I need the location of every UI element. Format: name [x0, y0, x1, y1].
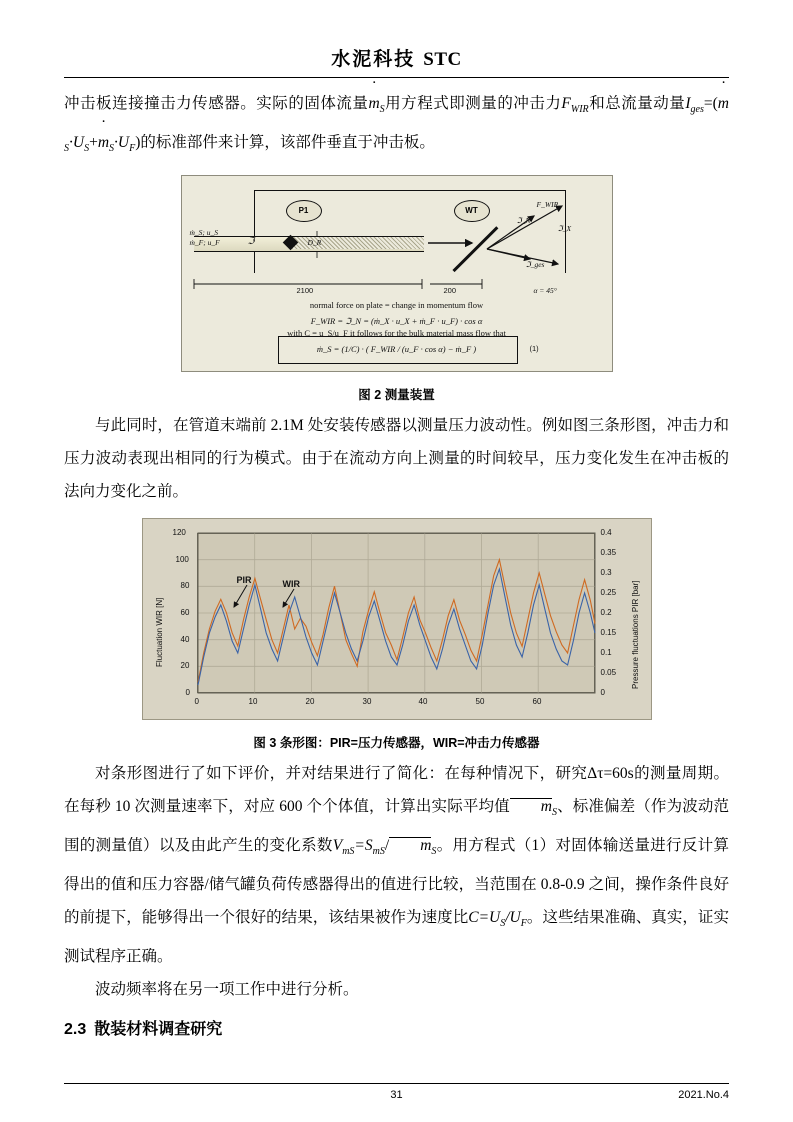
page-number: 31 — [390, 1089, 403, 1101]
p3-c-ratio-sub2: F — [520, 918, 527, 930]
p1-ms2-symbol: m · — [718, 87, 729, 120]
section-title: 散装材料调查研究 — [94, 1021, 223, 1039]
p1-fwir-symbol: F — [561, 95, 571, 112]
chart-ytick-40: 40 — [180, 635, 190, 645]
journal-title-en: STC — [423, 49, 462, 70]
section-number: 2.3 — [64, 1021, 87, 1039]
figure-3-chart — [142, 518, 652, 720]
p3-v-sub: mS — [342, 846, 355, 858]
fig2-sensor-wt: WT — [454, 200, 490, 222]
fig2-sensor-p1: P1 — [286, 200, 322, 222]
chart-xtick-0: 0 — [194, 697, 199, 707]
p1-us-symbol: ·U — [69, 134, 85, 152]
paragraph-1 — [64, 87, 729, 165]
p1-plus: + — [89, 134, 98, 152]
fig2-label-3x: ℑ_X — [557, 224, 572, 234]
p1-ms-symbol: m · — [368, 87, 379, 120]
figure-2-image — [181, 175, 613, 372]
p1-text-e: =( — [703, 95, 718, 112]
p1-uf-symbol: ·U — [114, 134, 130, 152]
paragraph-4: 波动频率将在另一项工作中进行分析。 — [95, 981, 359, 999]
chart-ytick-0: 0 — [185, 688, 190, 698]
p3-v-symbol: V — [332, 837, 343, 855]
p1-ms3-sub: S — [109, 143, 115, 155]
journal-title-cn: 水泥科技 — [331, 49, 416, 70]
p3-slash: / — [384, 837, 390, 855]
fig2-label-alpha: α = 45° — [533, 286, 557, 296]
chart-xtick-60: 60 — [532, 697, 542, 707]
paragraph-2: 与此同时，在管道末端前 2.1M 处安装传感器以测量压力波动性。例如图三条形图，冲击力和压力波动表现出相同的行为模式。由于在流动方向上测量的时间较早，压力变化发生在冲击板的法向力变化之前。 — [64, 417, 729, 501]
p3-text-b: 、标准偏差（作为波动范围的测量值）以及由此产生的变化系数 — [64, 798, 729, 855]
p3-ms-bar: m — [510, 798, 552, 815]
p3-s-sub: mS — [372, 846, 385, 858]
p3-text-a: 对条形图进行了如下评价，并对结果进行了简化：在每种情况下，研究Δτ=60s的测量周期。在每秒 10 次测量速率下，对应 600 个个体值，计算出实际平均值 — [64, 765, 729, 816]
chart-xtick-40: 40 — [418, 697, 428, 707]
fig2-equation-note: with C = u_S/u_F it follows for the bulk material mass flow that — [287, 328, 506, 339]
chart-y2tick-0.25: 0.25 — [600, 588, 617, 598]
chart-y2tick-0.2: 0.2 — [600, 608, 612, 618]
chart-y2tick-0.1: 0.1 — [600, 648, 612, 658]
fig2-dim-200: 200 — [443, 286, 457, 296]
p1-text-a: 冲击板连接撞击力传感器。实际的固体流量 — [64, 95, 369, 112]
p1-text-d: 量动量 — [637, 95, 686, 112]
p3-text-f: 。用方程式（1）对固体输送量进行反计算得出的值和压力容器/储气罐负荷传感器得出的值进行比较，当范围在 0.8-0.9 之间，操作条件良好的前提下，能够得出一个很好的结果，该结果被作为速度比 — [64, 837, 729, 927]
paragraph-3 — [64, 757, 729, 973]
header-divider — [64, 77, 729, 78]
fig2-label-ms-us: ṁ_S; u_S — [189, 228, 219, 238]
fig2-label-3n: ℑ_N — [516, 216, 531, 226]
chart-ytick-80: 80 — [180, 581, 190, 591]
chart-y2tick-0: 0 — [600, 688, 605, 698]
p1-text-b: 用方程式即测量的冲击力 — [384, 95, 562, 112]
fig2-equation-3: ṁ_S = (1/C) · ( F_WIR / (u_F · cos α) − ṁ_F ) — [316, 344, 477, 355]
chart-ytick-100: 100 — [175, 555, 189, 565]
figure-2-caption: 图 2 测量装置 — [358, 388, 435, 403]
chart-xtick-20: 20 — [305, 697, 315, 707]
chart-xtick-50: 50 — [475, 697, 485, 707]
p1-text-f: )的标准部件来计算，该部件垂直于冲击板。 — [135, 134, 435, 152]
chart-y-axis-label-left: Fluctuation WIR [N] — [154, 597, 164, 668]
p1-us-sub: S — [84, 143, 90, 155]
body-content — [0, 87, 793, 1039]
chart-y-axis-label-right: Pressure fluctuations PIR [bar] — [630, 580, 640, 690]
p1-iges-symbol: I — [685, 95, 691, 112]
p1-ms3-symbol: m · — [98, 126, 109, 159]
figure-2-container — [64, 175, 729, 377]
fig2-dim-2100: 2100 — [296, 286, 314, 296]
p1-fwir-sub: WIR — [570, 104, 589, 116]
p3-ms-bar2-sub: S — [431, 846, 437, 858]
chart-xtick-10: 10 — [248, 697, 258, 707]
p3-c-ratio-mid: /U — [505, 909, 521, 927]
fig2-equation-1: F_WIR = ℑ_N = (ṁ_X · u_X + ṁ_F · u_F) · cos α — [310, 316, 483, 327]
p3-eq-s: =S — [354, 837, 373, 855]
figure-3-caption: 图 3 条形图：PIR=压力传感器，WIR=冲击力传感器 — [253, 736, 540, 751]
chart-xtick-30: 30 — [362, 697, 372, 707]
p1-uf-sub: F — [129, 143, 136, 155]
chart-y2tick-0.35: 0.35 — [600, 548, 617, 558]
chart-vector-layer — [143, 519, 651, 719]
chart-y2tick-0.15: 0.15 — [600, 628, 617, 638]
chart-y2tick-0.3: 0.3 — [600, 568, 612, 578]
figure-3-container — [64, 518, 729, 725]
chart-ytick-20: 20 — [180, 661, 190, 671]
chart-series-label-wir: WIR — [282, 579, 300, 590]
p3-c-ratio-sub1: S — [500, 918, 506, 930]
p1-ms2-sub: S — [64, 143, 69, 155]
issue-label: 2021.No.4 — [678, 1089, 729, 1101]
journal-header — [0, 0, 793, 71]
chart-y2tick-0.05: 0.05 — [600, 668, 617, 678]
fig2-label-3ges: ℑ_ges — [525, 260, 545, 270]
chart-y2tick-0.4: 0.4 — [600, 528, 612, 538]
fig2-label-mf-uf: ṁ_F; u_F — [189, 238, 220, 248]
chart-ytick-120: 120 — [172, 528, 186, 538]
chart-ytick-60: 60 — [180, 608, 190, 618]
p1-ms-sub: S — [379, 104, 385, 116]
p1-text-c: 和总流 — [588, 95, 638, 112]
page-footer — [64, 1083, 729, 1101]
fig2-label-flux: ℑ — [247, 236, 255, 248]
p3-ms-bar2: m — [389, 837, 431, 854]
p3-text-g: 。这些结果准确、真实，证实测试程序正确。 — [64, 909, 729, 966]
fig2-equation-number: (1) — [529, 344, 539, 354]
p3-c-ratio: C=U — [468, 909, 501, 927]
chart-series-label-pir: PIR — [236, 575, 252, 586]
fig2-note: normal force on plate = change in momentum flow — [309, 300, 484, 311]
fig2-label-fwir: F_WIR — [536, 200, 559, 210]
section-heading — [64, 1016, 729, 1039]
p3-ms-bar-sub: S — [551, 807, 557, 819]
fig2-label-dr: D_R — [307, 238, 322, 248]
p1-iges-sub: ges — [690, 104, 704, 116]
